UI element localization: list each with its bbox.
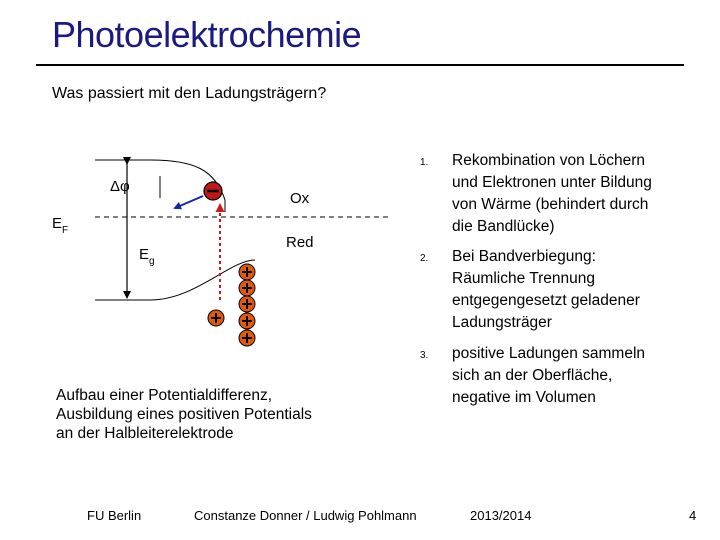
list-number: 1. (420, 157, 429, 168)
list-line: sich an der Oberfläche, (452, 367, 613, 384)
caption-line: Ausbildung eines positiven Potentials (56, 406, 312, 423)
list-line: von Wärme (behindert durch (452, 196, 649, 213)
footer-date: 2013/2014 (470, 508, 532, 523)
list-line: Räumliche Trennung (452, 270, 596, 287)
list-line: Bei Bandverbiegung: (452, 248, 596, 265)
caption-line: Aufbau einer Potentialdifferenz, (56, 387, 273, 404)
footer-authors: Constanze Donner / Ludwig Pohlmann (194, 508, 417, 523)
list-number: 3. (420, 350, 429, 361)
delta-phi-label: Δφ (110, 178, 130, 195)
band-gap-label: $E_g$ (139, 246, 155, 267)
list-line: und Elektronen unter Bildung (452, 174, 652, 191)
caption (56, 386, 386, 443)
ox-label: Ox (290, 190, 310, 207)
footer-institution: FU Berlin (87, 508, 142, 523)
valence-band (95, 260, 255, 300)
list-line: positive Ladungen sammeln (452, 345, 646, 362)
list-line: Ladungsträger (452, 314, 552, 331)
page-number: 4 (689, 508, 697, 523)
fermi-level-label: $E_F$ (52, 215, 69, 236)
slide-title: Photoelektrochemie (52, 14, 362, 55)
red-label: Red (286, 234, 314, 251)
list-number: 2. (420, 253, 429, 264)
list-line: entgegengesetzt geladener (452, 292, 640, 309)
list-line: die Bandlücke) (452, 218, 555, 235)
electron-drift-arrow (175, 196, 203, 208)
list-line: Rekombination von Löchern (452, 152, 646, 169)
list-line: negative im Volumen (452, 389, 596, 406)
slide-subtitle: Was passiert mit den Ladungsträgern? (52, 85, 327, 102)
caption-line: an der Halbleiterelektrode (56, 425, 234, 442)
